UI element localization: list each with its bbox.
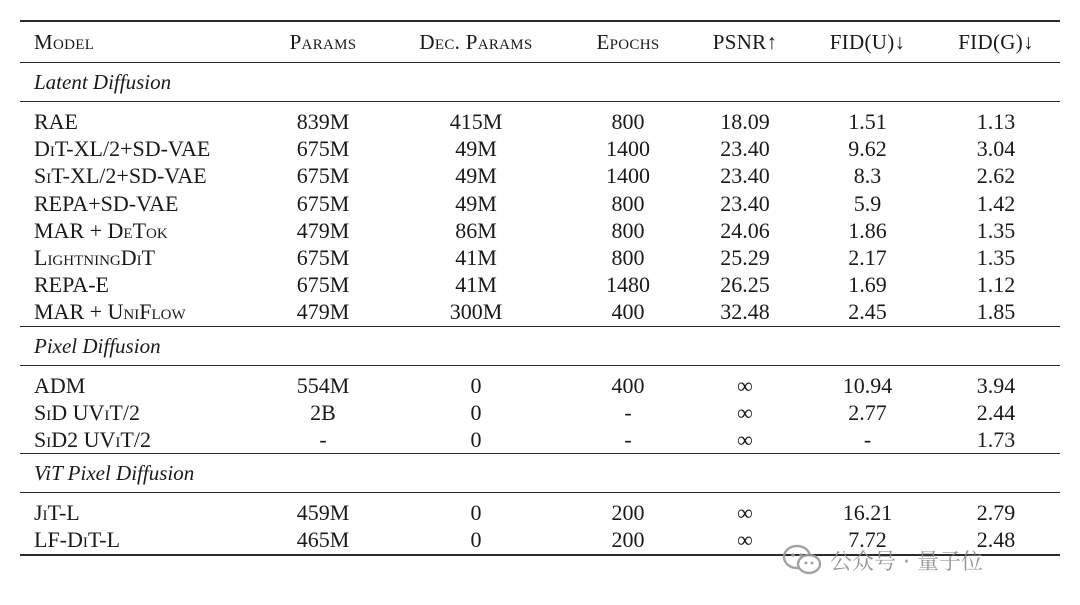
- cell-model: LightningDiT: [34, 245, 156, 271]
- cell-fid-u: 1.86: [848, 217, 887, 243]
- cell-psnr: 23.40: [720, 136, 770, 162]
- cell-fid-u: 1.51: [848, 109, 887, 134]
- header-row: [20, 21, 1060, 63]
- cell-fid-u: 10.94: [842, 372, 893, 398]
- header-params: Params: [289, 30, 357, 54]
- cell-epochs: 800: [611, 109, 645, 134]
- header-epochs: Epochs: [596, 30, 660, 54]
- cell-fid-g: 1.73: [976, 427, 1016, 453]
- table-row: [20, 493, 1060, 527]
- cell-epochs: 800: [611, 190, 645, 216]
- cell-model: JiT-L: [34, 500, 80, 526]
- cell-fid-u: 2.77: [848, 399, 887, 425]
- cell-fid-u: -: [863, 427, 872, 453]
- table-row: [20, 298, 1060, 326]
- cell-psnr: ∞: [737, 527, 753, 553]
- cell-fid-g: 3.94: [976, 372, 1016, 398]
- cell-model: DiT-XL/2+SD-VAE: [34, 136, 211, 162]
- cell-dec-params: 49M: [455, 163, 497, 189]
- cell-model: SiD2 UViT/2: [34, 427, 151, 453]
- cell-epochs: -: [624, 399, 632, 425]
- cell-params: 459M: [296, 500, 350, 526]
- table-row: [20, 426, 1060, 454]
- cell-psnr: 26.25: [720, 272, 770, 298]
- header-fid-g: FID(G)↓: [958, 30, 1034, 54]
- cell-params: -: [319, 427, 327, 453]
- table-row: [20, 365, 1060, 399]
- cell-psnr: 32.48: [720, 299, 770, 325]
- table-row: [20, 135, 1060, 162]
- section-vit-pixel: [20, 454, 1060, 493]
- cell-model: MAR + DeTok: [34, 217, 168, 243]
- cell-model: MAR + UniFlow: [34, 299, 186, 325]
- cell-epochs: 1400: [606, 136, 650, 162]
- cell-fid-g: 1.35: [976, 217, 1016, 243]
- cell-dec-params: 0: [470, 372, 482, 398]
- latent-rows: [20, 102, 1060, 327]
- cell-fid-g: 1.13: [976, 109, 1016, 134]
- cell-epochs: 200: [611, 527, 645, 553]
- cell-params: 479M: [296, 217, 350, 243]
- cell-params: 479M: [296, 299, 350, 325]
- cell-model: RAE: [34, 109, 78, 134]
- cell-dec-params: 49M: [455, 190, 497, 216]
- cell-dec-params: 300M: [449, 299, 503, 325]
- cell-fid-g: 2.79: [976, 500, 1016, 526]
- header-psnr: PSNR↑: [712, 30, 778, 54]
- cell-model: SiT-XL/2+SD-VAE: [34, 163, 207, 189]
- cell-dec-params: 41M: [455, 245, 497, 271]
- header-model: Model: [34, 30, 95, 54]
- cell-fid-u: 2.17: [848, 245, 887, 271]
- cell-params: 675M: [296, 245, 350, 271]
- cell-fid-u: 16.21: [842, 500, 893, 526]
- cell-params: 839M: [296, 109, 350, 134]
- cell-fid-g: 2.62: [976, 163, 1016, 189]
- section-title-latent: Latent Diffusion: [34, 70, 172, 94]
- cell-fid-g: 1.12: [976, 272, 1016, 298]
- section-title-vit-pixel: ViT Pixel Diffusion: [34, 461, 195, 486]
- section-vit-wrap: [20, 454, 1060, 493]
- cell-params: 2B: [310, 399, 336, 425]
- results-table: [20, 20, 1060, 556]
- table-row: [20, 399, 1060, 426]
- section-title-pixel: Pixel Diffusion: [34, 333, 161, 358]
- cell-fid-g: 2.44: [976, 399, 1016, 425]
- table-header: [20, 21, 1060, 63]
- cell-epochs: 800: [611, 245, 645, 271]
- cell-params: 465M: [296, 527, 350, 553]
- cell-dec-params: 49M: [455, 136, 497, 162]
- cell-epochs: 800: [611, 217, 645, 243]
- cell-psnr: ∞: [737, 372, 753, 398]
- section-latent: [20, 63, 1060, 102]
- cell-params: 675M: [296, 136, 350, 162]
- cell-fid-g: 1.35: [976, 245, 1016, 271]
- table-body: [20, 63, 1060, 102]
- cell-psnr: ∞: [737, 399, 753, 425]
- cell-epochs: 1400: [606, 163, 650, 189]
- cell-epochs: 200: [611, 500, 645, 526]
- table-row: [20, 162, 1060, 189]
- cell-fid-u: 1.69: [848, 272, 887, 298]
- cell-psnr: 25.29: [720, 245, 770, 271]
- cell-psnr: ∞: [737, 427, 753, 453]
- header-dec-params: Dec. Params: [419, 30, 533, 54]
- cell-fid-g: 2.48: [976, 527, 1016, 553]
- pixel-rows: [20, 365, 1060, 454]
- cell-dec-params: 41M: [455, 272, 497, 298]
- cell-psnr: 23.40: [720, 190, 770, 216]
- header-fid-u: FID(U)↓: [829, 30, 906, 54]
- cell-dec-params: 415M: [449, 109, 503, 134]
- watermark: [782, 540, 983, 580]
- table-row: [20, 190, 1060, 217]
- cell-epochs: 400: [611, 299, 645, 325]
- cell-params: 675M: [296, 190, 350, 216]
- wechat-icon: [782, 543, 822, 577]
- cell-epochs: -: [624, 427, 632, 453]
- cell-epochs: 1480: [606, 272, 650, 298]
- cell-fid-u: 5.9: [853, 190, 882, 216]
- cell-fid-u: 2.45: [848, 299, 887, 325]
- cell-model: REPA+SD-VAE: [34, 190, 179, 216]
- cell-epochs: 400: [611, 372, 645, 398]
- table-row: [20, 102, 1060, 136]
- cell-model: ADM: [34, 372, 86, 398]
- cell-psnr: ∞: [737, 500, 753, 526]
- table-row: [20, 271, 1060, 298]
- section-pixel-wrap: [20, 326, 1060, 365]
- cell-dec-params: 0: [470, 500, 482, 526]
- cell-fid-g: 1.42: [976, 190, 1016, 216]
- watermark-text: 公众号 · 量子位: [830, 549, 983, 575]
- cell-dec-params: 0: [470, 399, 482, 425]
- cell-model: REPA-E: [34, 272, 109, 298]
- cell-params: 554M: [296, 372, 350, 398]
- table-row: [20, 217, 1060, 244]
- cell-model: LF-DiT-L: [34, 527, 121, 553]
- cell-fid-u: 7.72: [848, 527, 887, 553]
- cell-params: 675M: [296, 163, 350, 189]
- cell-dec-params: 86M: [455, 217, 497, 243]
- section-pixel: [20, 326, 1060, 365]
- cell-model: SiD UViT/2: [34, 399, 140, 425]
- cell-params: 675M: [296, 272, 350, 298]
- cell-fid-u: 8.3: [853, 163, 882, 189]
- cell-psnr: 23.40: [720, 163, 770, 189]
- cell-dec-params: 0: [470, 427, 482, 453]
- cell-psnr: 18.09: [720, 109, 770, 134]
- table-row: [20, 244, 1060, 271]
- cell-fid-u: 9.62: [848, 136, 887, 162]
- cell-fid-g: 1.85: [976, 299, 1016, 325]
- cell-dec-params: 0: [470, 527, 482, 553]
- cell-fid-g: 3.04: [976, 136, 1016, 162]
- cell-psnr: 24.06: [720, 217, 770, 243]
